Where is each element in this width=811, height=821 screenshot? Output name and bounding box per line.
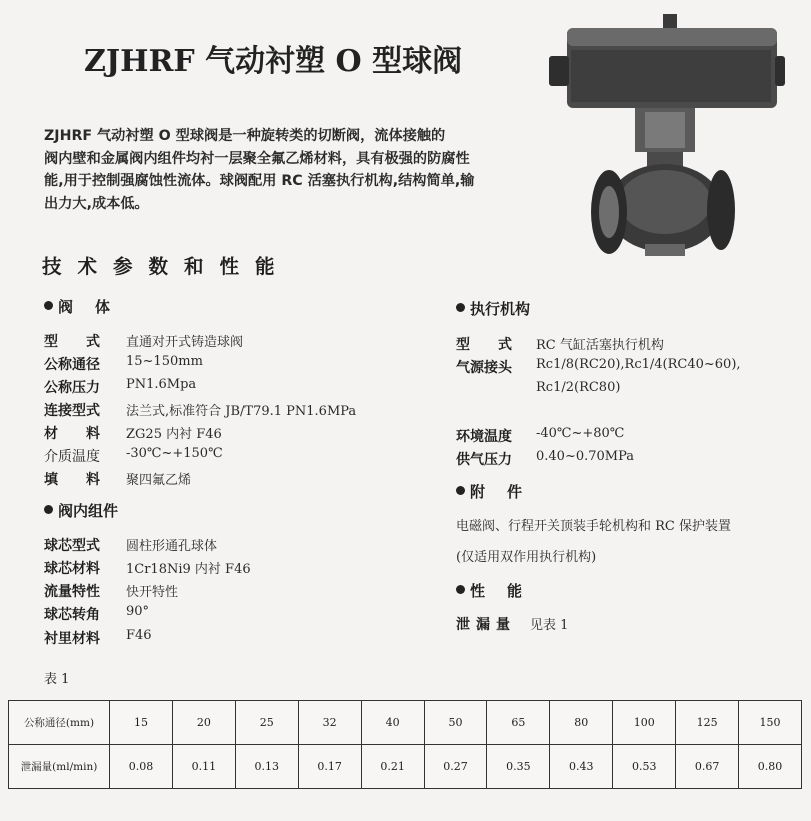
bullet-icon (44, 301, 53, 310)
valve-photo-icon (535, 12, 785, 262)
table-cell: 20 (172, 701, 235, 745)
table-cell: 125 (676, 701, 739, 745)
table-row-header: 泄漏量(ml/min) (9, 745, 110, 789)
table-cell: 15 (110, 701, 173, 745)
table-cell: 80 (550, 701, 613, 745)
table-cell: 0.67 (676, 745, 739, 789)
bullet-icon (456, 585, 465, 594)
table-cell: 32 (298, 701, 361, 745)
table-caption: 表 1 (44, 672, 70, 687)
table-cell: 0.13 (235, 745, 298, 789)
table-row-header: 公称通径(mm) (9, 701, 110, 745)
valve-internals-heading: 阀内组件 (44, 500, 118, 521)
accessories-line: (仅适用双作用执行机构) (456, 550, 597, 565)
accessories-heading: 附件 (456, 481, 544, 502)
table-cell: 100 (613, 701, 676, 745)
table-cell: 0.43 (550, 745, 613, 789)
bullet-icon (456, 486, 465, 495)
table-cell: 0.80 (739, 745, 802, 789)
accessories-line: 电磁阀、行程开关顶装手轮机构和 RC 保护装置 (456, 519, 731, 534)
table-cell: 25 (235, 701, 298, 745)
intro-line: ZJHRF 气动衬塑 O 型球阀是一种旋转类的切断阀，流体接触的 (44, 128, 446, 144)
valve-body-heading: 阀体 (44, 296, 132, 317)
table-cell: 40 (361, 701, 424, 745)
bullet-icon (456, 303, 465, 312)
table-cell: 0.35 (487, 745, 550, 789)
table-cell: 0.21 (361, 745, 424, 789)
table-cell: 65 (487, 701, 550, 745)
table-cell: 150 (739, 701, 802, 745)
intro-line: 出力大,成本低。 (44, 195, 149, 212)
table-cell: 0.11 (172, 745, 235, 789)
performance-heading: 性能 (456, 580, 544, 601)
bullet-icon (44, 505, 53, 514)
table-cell: 0.17 (298, 745, 361, 789)
table-cell: 50 (424, 701, 487, 745)
section-title: 技术参数和性能 (42, 255, 291, 278)
intro-line: 阀内壁和金属阀内组件均衬一层聚全氟乙烯材料，具有极强的防腐性 (44, 150, 470, 167)
page-title: ZJHRF 气动衬塑 O 型球阀 (84, 44, 463, 79)
intro-line: 能,用于控制强腐蚀性流体。球阀配用 RC 活塞执行机构,结构简单,输 (44, 173, 475, 189)
leakage-table (8, 700, 802, 789)
table-row (9, 745, 802, 789)
table-row (9, 701, 802, 745)
table-cell: 0.08 (110, 745, 173, 789)
table-cell: 0.27 (424, 745, 487, 789)
intro-paragraph (44, 125, 514, 215)
table-cell: 0.53 (613, 745, 676, 789)
actuator-heading: 执行机构 (456, 298, 530, 319)
